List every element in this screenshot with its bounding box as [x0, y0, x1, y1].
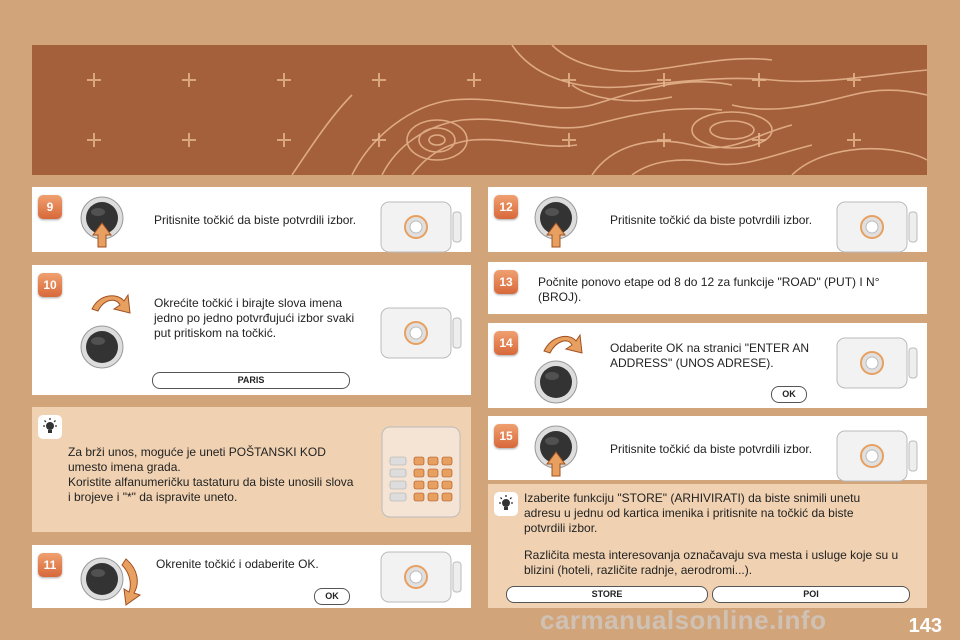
step-12 — [488, 187, 927, 252]
radio-console-icon — [379, 189, 467, 267]
tip-store — [488, 484, 927, 608]
step-text: Pritisnite točkić da biste potvrdili izbor. — [610, 213, 813, 227]
rotate-dial-icon — [534, 329, 594, 407]
tip-text-1: Za brži unos, moguće je uneti POŠTANSKI KOD umesto imena grada. — [68, 445, 326, 474]
push-dial-icon — [534, 193, 582, 249]
step-text: Odaberite OK na stranici "ENTER AN ADDRESS" (UNOS ADRESE). — [610, 341, 810, 370]
store-button[interactable]: STORE — [506, 586, 708, 603]
radio-console-icon — [379, 295, 467, 373]
step-number-badge: 12 — [494, 195, 518, 219]
step-text: Okrenite točkić i odaberite OK. — [156, 557, 319, 571]
push-dial-icon — [80, 193, 128, 249]
lightbulb-icon — [494, 492, 518, 516]
step-number-badge: 14 — [494, 331, 518, 355]
step-14 — [488, 323, 927, 408]
step-number-badge: 13 — [494, 270, 518, 294]
tip-text-2: Koristite alfanumeričku tastaturu da biste unosili slova i brojeve i "*" da ispravite uneto. — [68, 475, 354, 504]
tip-text-1: Izaberite funkciju "STORE" (ARHIVIRATI) da biste snimili unetu adresu u jednu od kartica imenika i pritisnite na točkić da biste potvrdili izbor. — [524, 491, 861, 535]
radio-console-icon — [379, 539, 467, 617]
radio-console-icon — [835, 325, 923, 403]
step-text: Počnite ponovo etape od 8 do 12 za funkcije "ROAD" (PUT) I N°(BROJ). — [538, 275, 880, 304]
push-dial-icon — [534, 422, 582, 478]
paris-display-button[interactable]: PARIS — [152, 372, 350, 389]
step-number-badge: 15 — [494, 424, 518, 448]
step-text: Pritisnite točkić da biste potvrdili izbor. — [610, 442, 813, 456]
step-10 — [32, 265, 471, 395]
topographic-banner — [32, 45, 927, 175]
tip-text-2: Različita mesta interesovanja označavaju sva mesta i usluge koje su u blizini (hoteli, različite radnje, aerodromi...). — [524, 548, 899, 577]
lightbulb-icon — [38, 415, 62, 439]
poi-button[interactable]: POI — [712, 586, 910, 603]
keypad-icon — [380, 421, 466, 521]
step-11 — [32, 545, 471, 608]
step-text: Pritisnite točkić da biste potvrdili izbor. — [154, 213, 357, 227]
watermark: carmanualsonline.info — [540, 605, 827, 635]
step-15 — [488, 416, 927, 480]
tip-postcode — [32, 407, 471, 532]
step-13 — [488, 262, 927, 314]
rotate-dial-icon — [80, 287, 140, 377]
rotate-dial-icon — [80, 551, 150, 607]
radio-console-icon — [835, 189, 923, 267]
step-number-badge: 10 — [38, 273, 62, 297]
step-9 — [32, 187, 471, 252]
step-text: Okrećite točkić i birajte slova imena jedno po jedno potvrđujući izbor svaki put pritiskom na točkić. — [154, 296, 355, 340]
step-number-badge: 9 — [38, 195, 62, 219]
page-number: 143 — [908, 615, 942, 637]
ok-button[interactable]: OK — [771, 386, 807, 403]
step-number-badge: 11 — [38, 553, 62, 577]
ok-button[interactable]: OK — [314, 588, 350, 605]
